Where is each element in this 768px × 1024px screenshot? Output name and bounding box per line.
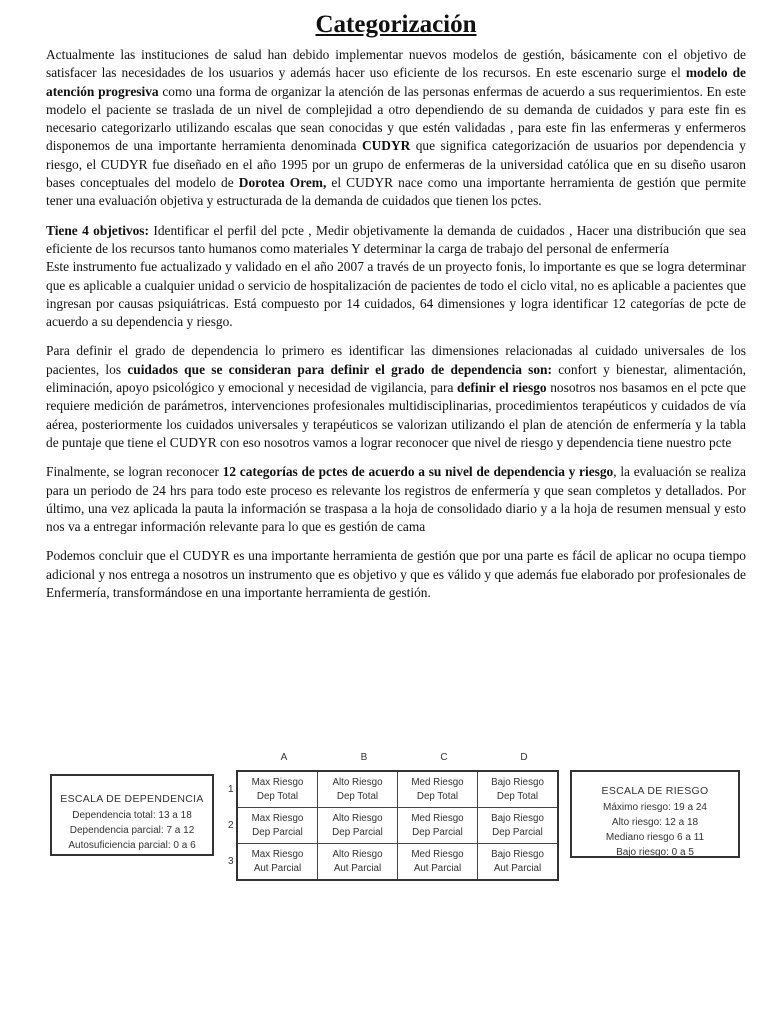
grid-row: [237, 844, 558, 881]
row-number-3: 3: [228, 856, 234, 867]
dependency-scale-line: Dependencia parcial: 7 a 12: [69, 825, 195, 836]
cell-risk: Max Riesgo: [251, 848, 304, 860]
text-run: el CUDYR nace como una importante herramienta de gestión que permite tener una evaluación objetiva y estructurada de la demanda de cuidados que tienen los pctes.: [46, 175, 746, 209]
paragraph-dependency: [46, 342, 746, 452]
risk-scale-line: Bajo riesgo: 0 a 5: [616, 847, 694, 858]
dependency-scale-line: Autosuficiencia parcial: 0 a 6: [68, 840, 196, 851]
grid-cell: [398, 771, 478, 808]
risk-scale-title: ESCALA DE RIESGO: [601, 785, 709, 797]
dependency-scale-box: [50, 774, 214, 856]
grid-cell: [318, 808, 398, 844]
bold-term: Tiene 4 objetivos:: [46, 222, 149, 238]
risk-scale-line: Mediano riesgo 6 a 11: [605, 832, 705, 843]
risk-scale-box: [570, 770, 740, 858]
grid-cell: [237, 844, 318, 881]
grid-cell: [398, 844, 478, 881]
document-page: [46, 8, 746, 602]
grid-row: [237, 808, 558, 844]
bold-term: Dorotea Orem,: [238, 175, 327, 191]
cell-dependency: Dep Total: [496, 790, 539, 802]
bold-term: CUDYR: [361, 138, 411, 154]
cudyr-figure: [46, 750, 746, 890]
dependency-scale-line: Dependencia total: 13 a 18: [72, 810, 192, 821]
cell-dependency: Dep Parcial: [492, 826, 543, 838]
text-run: Actualmente las instituciones de salud han debido implementar nuevos modelos de gestión, básicamente con el objetivo de satisfacer las necesidades de los usuarios y además hacer uso eficiente de los recursos. En este escenario surge el: [46, 47, 746, 81]
cell-dependency: Dep Parcial: [412, 826, 463, 838]
paragraph-categories: [46, 463, 746, 536]
cell-risk: Alto Riesgo: [332, 848, 383, 860]
cell-dependency: Dep Parcial: [252, 826, 303, 838]
column-header-c: C: [440, 752, 448, 763]
paragraph-intro: [46, 46, 746, 211]
cell-risk: Med Riesgo: [411, 812, 464, 824]
page-title: Categorización: [315, 11, 477, 38]
grid-cell: [478, 808, 559, 844]
text-run: Finalmente, se logran reconocer: [46, 464, 223, 480]
cell-dependency: Aut Parcial: [413, 862, 462, 874]
cell-risk: Bajo Riesgo: [491, 848, 544, 860]
text-run: Para definir el grado de dependencia lo primero es identificar las dimensiones relacionadas al cuidado universales de los pacientes, los: [46, 343, 746, 377]
row-number-2: 2: [228, 820, 234, 831]
dependency-scale-title: ESCALA DE DEPENDENCIA: [60, 793, 204, 805]
cell-dependency: Dep Total: [256, 790, 299, 802]
cell-dependency: Dep Parcial: [332, 826, 383, 838]
risk-scale-line: Alto riesgo: 12 a 18: [611, 817, 699, 828]
row-number-1: 1: [228, 784, 234, 795]
category-grid: [236, 770, 559, 881]
cell-dependency: Dep Total: [336, 790, 379, 802]
column-header-d: D: [520, 752, 528, 763]
grid-cell: [237, 808, 318, 844]
text-run: como una forma de organizar la atención de las personas enfermas de acuerdo a sus requerimientos. En este modelo el paciente se traslada de un nivel de complejidad a otro dependiendo de su demanda de cuidados y para este fin es necesario categorizarlo utilizando escalas que sean conocidas y que estén validadas , para este fin las enfermeras y enfermeros disponemos de una importante herramienta denominada: [46, 83, 746, 154]
paragraph-instrument: Este instrumento fue actualizado y validado en el año 2007 a través de un proyecto fonis, lo importante es que se logra determinar que es aplicable a cualquier unidad o servicio de hospitalización de pacientes de todo el ciclo vital, no es aplicable a pacientes que ingresan por causas psiquiátricas. Está compuesto por 14 cuidados, 64 dimensiones y logra identificar 12 categorías de pcte de acuerdo a su dependencia y riesgo.: [46, 259, 746, 330]
cell-risk: Max Riesgo: [251, 812, 304, 824]
grid-cell: [318, 771, 398, 808]
risk-scale-line: Máximo riesgo: 19 a 24: [603, 802, 707, 813]
cell-risk: Bajo Riesgo: [491, 776, 544, 788]
text-run: , la evaluación se realiza para un periodo de 24 hrs para todo este proceso es relevante los registros de enfermería y que sean completos y detallados. Por último, una vez aplicada la pauta la información se traspasa a la hoja de consolidado diario y a la hoja de resumen mensual y esto nos va a entregar información relevante para lo que es gestión de cama: [46, 464, 746, 535]
cell-dependency: Aut Parcial: [253, 862, 302, 874]
cell-risk: Alto Riesgo: [332, 776, 383, 788]
grid-cell: [478, 771, 559, 808]
paragraph-objectives: [46, 222, 746, 259]
cell-dependency: Aut Parcial: [333, 862, 382, 874]
column-header-b: B: [360, 752, 368, 763]
bold-term: 12 categorías de pctes de acuerdo a su nivel de dependencia y riesgo: [222, 464, 614, 480]
bold-term: modelo de atención progresiva: [46, 65, 746, 99]
cell-risk: Alto Riesgo: [332, 812, 383, 824]
cell-risk: Bajo Riesgo: [491, 812, 544, 824]
grid-cell: [478, 844, 559, 881]
cell-dependency: Dep Total: [416, 790, 459, 802]
grid-cell: [398, 808, 478, 844]
cell-dependency: Aut Parcial: [493, 862, 542, 874]
grid-row: [237, 771, 558, 808]
bold-term: definir el riesgo: [457, 380, 547, 396]
paragraph-conclusion: Podemos concluir que el CUDYR es una importante herramienta de gestión que por una parte es fácil de aplicar no ocupa tiempo adicional y nos entrega a nosotros un instrumento que es objetivo y que es válido y que además fue elaborado por profesionales de Enfermería, transformándose en una importante herramienta de gestión.: [46, 548, 746, 601]
bold-term: cuidados que se consideran para definir el grado de dependencia son:: [127, 361, 552, 377]
grid-cell: [237, 771, 318, 808]
cell-risk: Med Riesgo: [411, 848, 464, 860]
text-run: confort y bienestar, alimentación, eliminación, apoyo psicológico y emocional y necesidad de vigilancia, para: [46, 361, 747, 396]
grid-cell: [318, 844, 398, 881]
text-run: que significa categorización de usuarios por dependencia y riesgo, el CUDYR fue diseñado en el año 1995 por un grupo de enfermeras de la universidad católica que en su diseño usaron bases conceptuales del modelo de: [46, 138, 746, 191]
text-run: Identificar el perfil del pcte , Medir objetivamente la demanda de cuidados , Hacer una distribución que sea eficiente de los recursos tanto humanos como materiales Y determinar la carga de trabajo del personal de enfermería: [46, 222, 747, 256]
text-run: nosotros nos basamos en el pcte que requiere medición de parámetros, intervenciones profesionales multidisciplinarias, procedimientos terapéuticos y cuidados de vía aérea, posteriormente los cuidados universales y terapéuticos se valorizan utilizando el plan de atención de enfermería y la tabla de puntaje que tiene el CUDYR con eso nosotros vamos a lograr reconocer que nivel de riesgo y dependencia tiene nuestro pcte: [46, 380, 746, 450]
cell-risk: Med Riesgo: [411, 776, 464, 788]
column-header-a: A: [280, 752, 288, 763]
cell-risk: Max Riesgo: [251, 776, 304, 788]
